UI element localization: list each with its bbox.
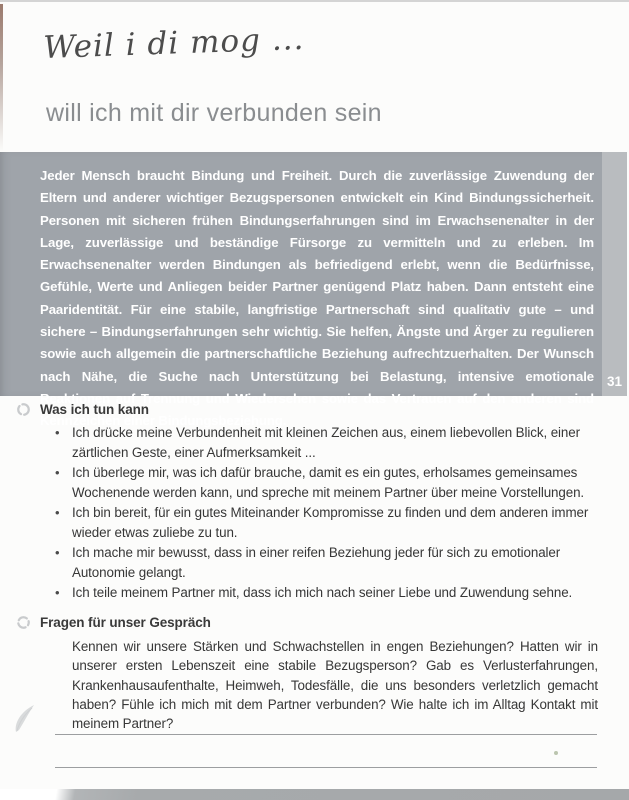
ring-icon bbox=[16, 615, 31, 630]
scan-bottom-band bbox=[0, 789, 629, 800]
intro-text: Jeder Mensch braucht Bindung und Freiheit. Durch die zuverlässige Zuwendung der Eltern und anderer wichtiger Bezugspersonen entwickelt ein Kind Bindungssicherheit. Personen mit sicheren frühen Bindungserfahrungen sind im Erwachsenenalter in der Lage, zuverlässige und beständige Fürsorge zu vermitteln und zu erleben. Im Erwachsenenalter werden Bindungen als befriedigend erlebt, wenn die Bedürfnisse, Gefühle, Werte und Anliegen beider Partner genügend Platz haben. Dann entsteht eine Paaridentität. Für eine stabile, langfristige Partnerschaft sind qualitativ gute – und sichere – Bindungserfahrungen sehr wichtig. Sie helfen, Ängste und Ärger zu regulieren sowie auch allgemein die partnerschaftliche Beziehung aufrechtzuerhalten. Der Wunsch nach Nähe, die Suche nach Unterstützung bei Belastung, intensive emotionale Reaktionen auf Trennung und Wiedersehen sowie das Vertrauen auf den anderen sind Kennzeichen einer Bindungsbeziehung. bbox=[40, 168, 594, 429]
page-title: will ich mit dir verbunden sein bbox=[46, 99, 382, 127]
page-number-tab bbox=[602, 152, 627, 396]
list-item: • Ich mache mir bewusst, dass in einer reifen Beziehung jeder für sich zu emotionaler Autonomie gelangt. bbox=[72, 543, 599, 583]
feather-icon bbox=[10, 702, 40, 736]
list-item: • Ich bin bereit, für ein gutes Miteinander Kompromisse zu finden und dem anderen immer wieder etwas zuliebe zu tun. bbox=[72, 503, 599, 543]
writing-line bbox=[55, 767, 597, 768]
content-area bbox=[0, 399, 629, 733]
actions-bullet-list bbox=[0, 423, 599, 603]
writing-line bbox=[55, 734, 597, 735]
script-title: Weil i di mog ... bbox=[42, 20, 305, 66]
list-item: • Ich drücke meine Verbundenheit mit kleinen Zeichen aus, einem liebevollen Blick, einer zärtlichen Geste, einer Aufmerksamkeit ... bbox=[72, 423, 599, 463]
list-item: • Ich überlege mir, was ich dafür brauche, damit es ein gutes, erholsames gemeinsames Wochenende werden kann, und spreche mit meinem Partner über meine Vorstellungen. bbox=[72, 463, 599, 503]
scan-speck bbox=[554, 751, 558, 755]
section-heading-label: Was ich tun kann bbox=[40, 401, 149, 417]
ring-icon bbox=[16, 402, 31, 417]
scan-top-edge bbox=[0, 0, 629, 2]
list-item: • Ich teile meinem Partner mit, dass ich mich nach seiner Liebe und Zuwendung sehne. bbox=[72, 583, 599, 603]
questions-paragraph: Kennen wir unsere Stärken und Schwachstellen in engen Beziehungen? Hatten wir in unserer ersten Lebenszeit eine stabile Bezugsperson? Gab es Verlusterfahrungen, Krankenhausaufenthalte, Heimweh, Todesfälle, die uns besonders verletzlich gemacht haben? Fühle ich mich mit dem Partner verbunden? Wie halte ich im Alltag Kontakt mit meinem Partner? bbox=[72, 639, 598, 732]
section-questions-heading bbox=[16, 612, 629, 632]
scan-left-edge bbox=[0, 4, 3, 152]
section-heading-label: Fragen für unser Gespräch bbox=[40, 614, 211, 630]
page-number: 31 bbox=[606, 374, 623, 389]
section-actions-heading bbox=[16, 399, 629, 419]
